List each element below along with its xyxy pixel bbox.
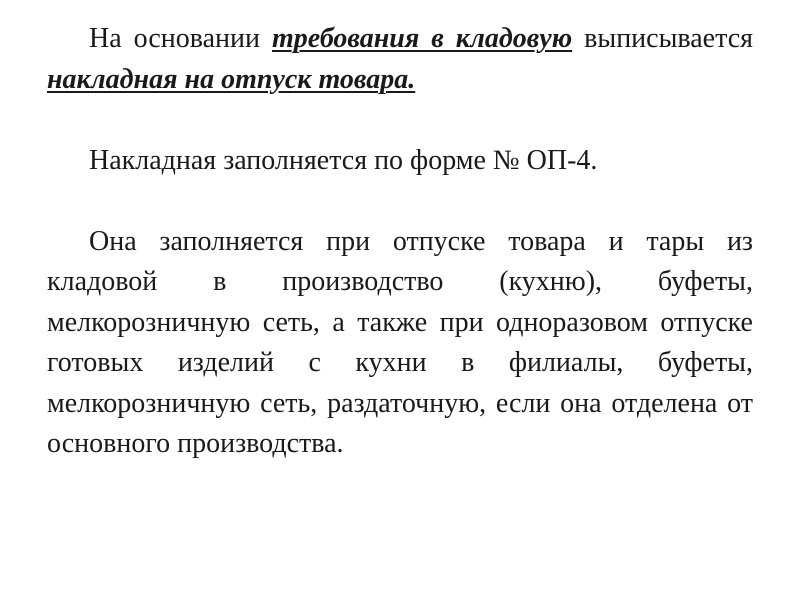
emphasized-term-waybill: накладная на отпуск товара. — [47, 63, 416, 95]
paragraph-text: Накладная заполняется по форме № ОП-4. — [89, 144, 598, 176]
paragraph-usage — [47, 222, 753, 465]
paragraph-form — [47, 141, 753, 182]
emphasized-term-requisition: требования в кладовую — [271, 23, 573, 54]
paragraph-text: Она заполняется при отпуске товара и тары из кладовой в производство (кухню), буфеты, мелкорозничную сеть, а также при одноразовом отпуске готовых изделий с кухни в филиалы, буфеты, мелкорозничную сеть, раздаточную, если она отделена от основного производства. — [47, 225, 753, 459]
paragraph-text: На основании — [89, 23, 272, 54]
paragraph-text: выписывается — [572, 23, 753, 54]
paragraph-requisition — [47, 19, 753, 100]
text-block — [47, 19, 753, 465]
